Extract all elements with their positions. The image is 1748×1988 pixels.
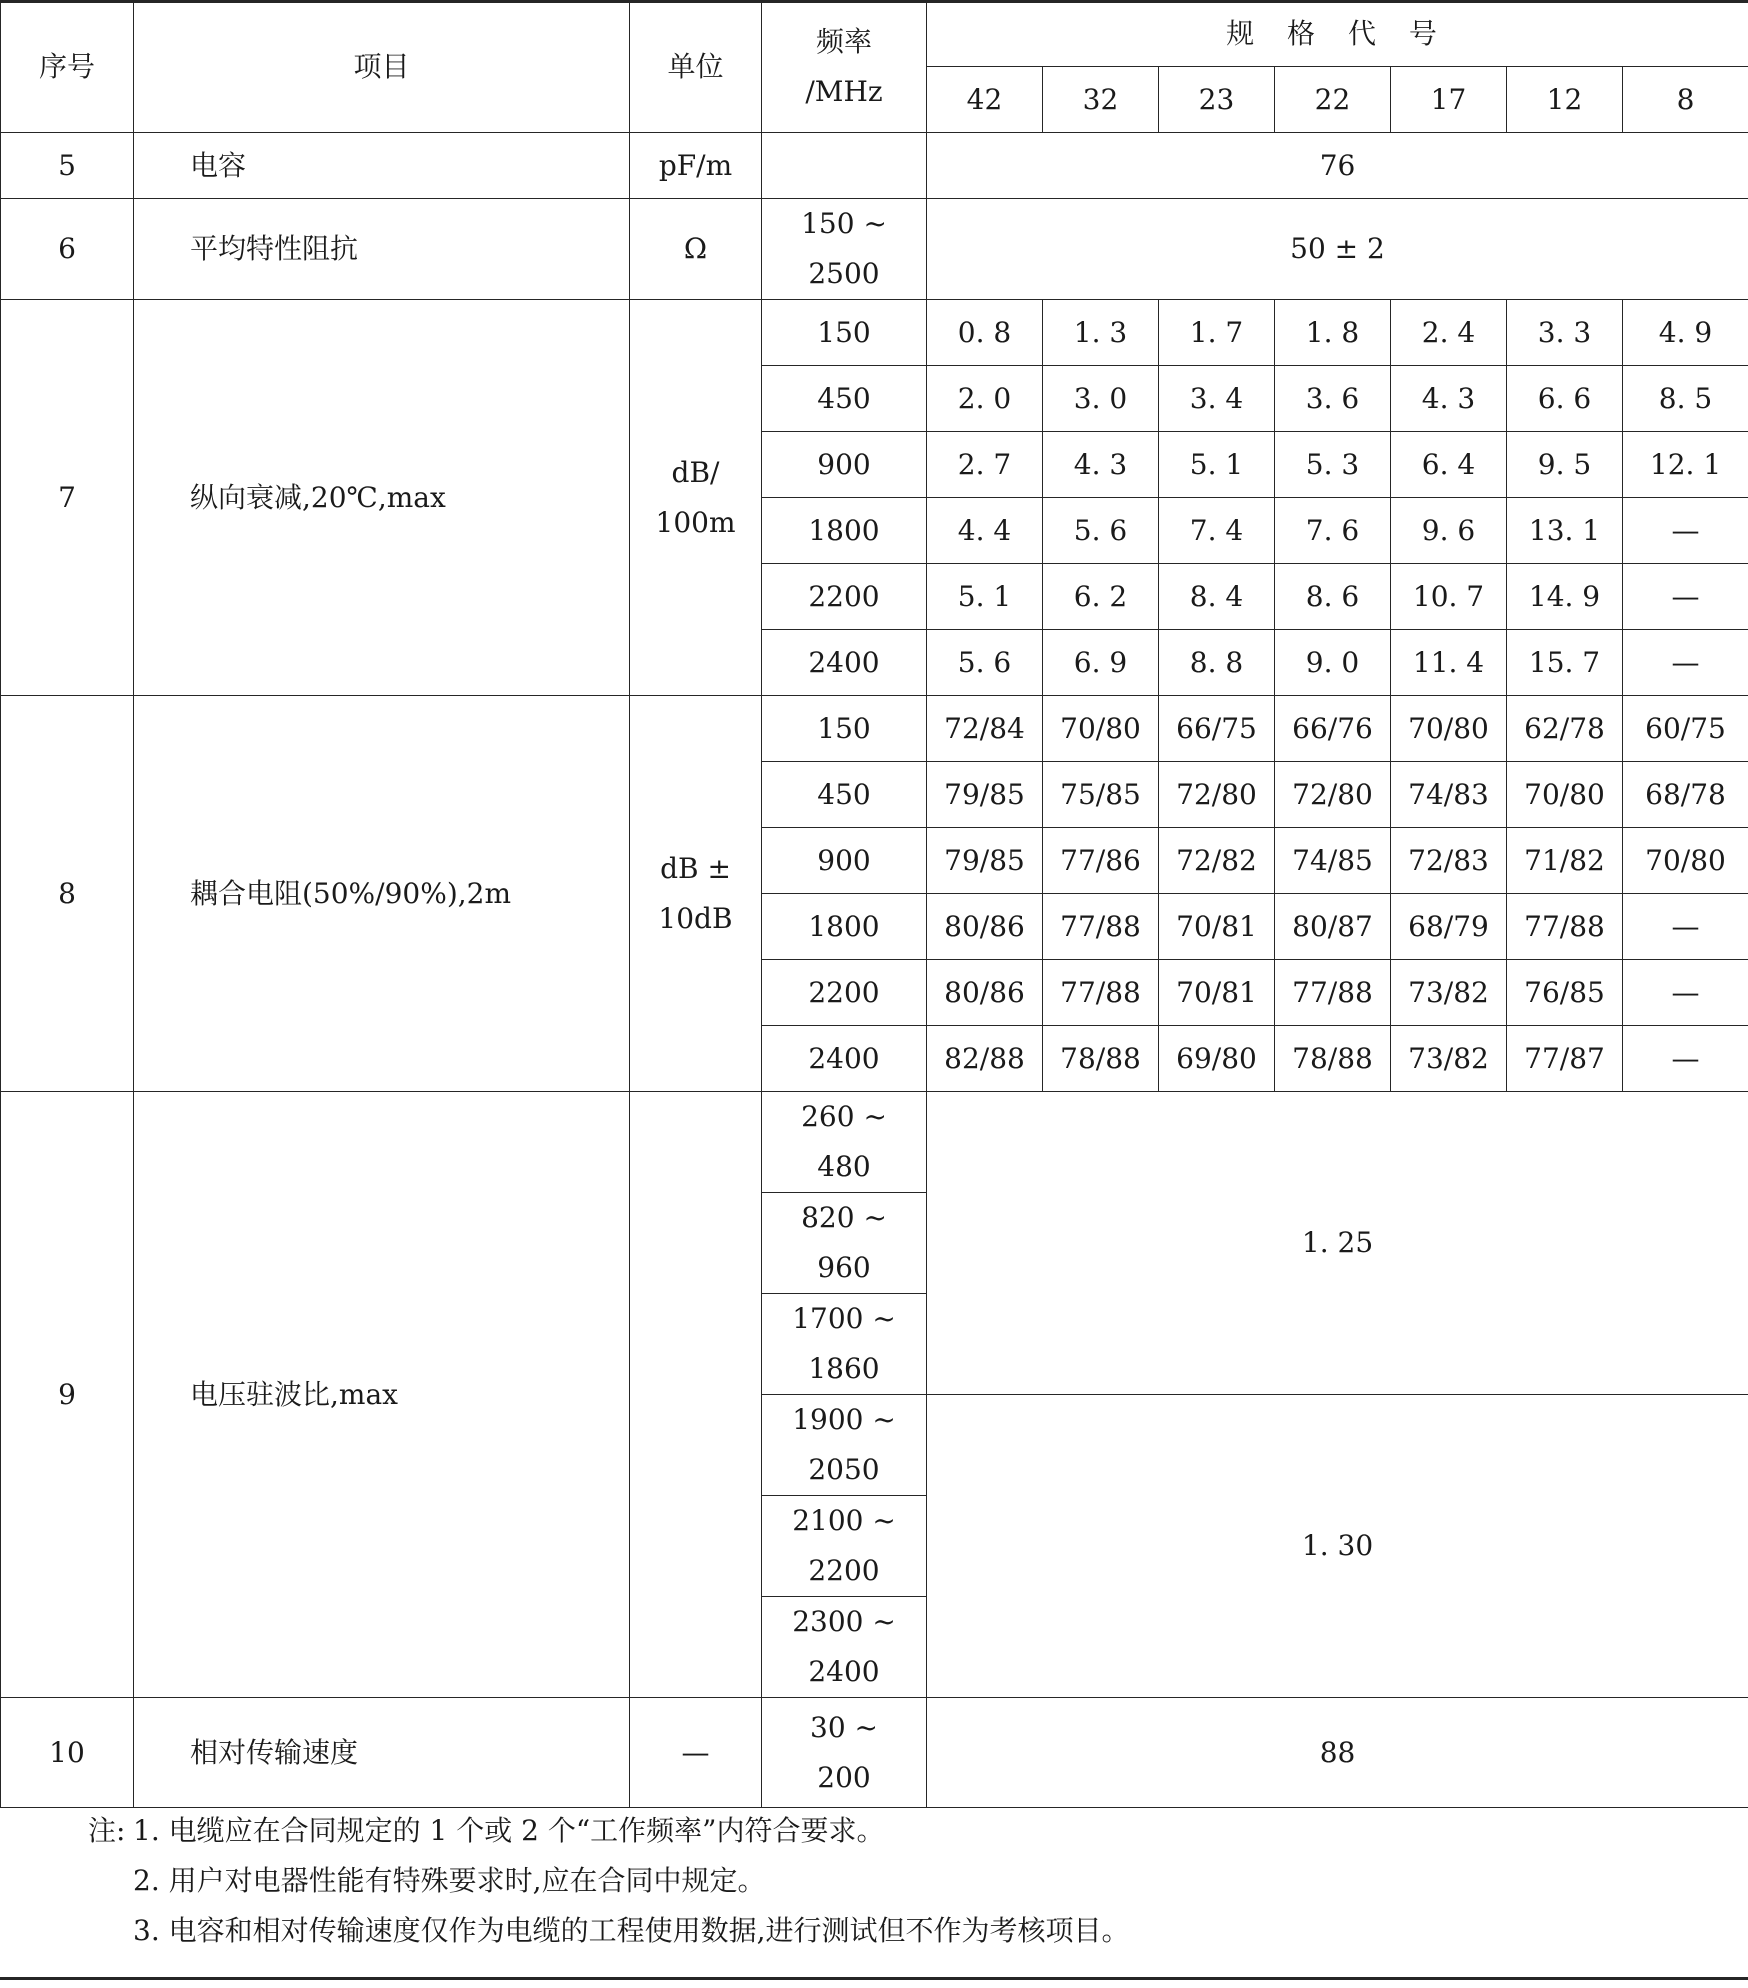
row-freq: 2300 ~ 2400 (762, 1597, 927, 1698)
cell-value: 77/88 (1507, 894, 1623, 960)
cell-value: — (1623, 498, 1748, 564)
cell-value: 70/80 (1507, 762, 1623, 828)
cell-value: 77/87 (1507, 1026, 1623, 1092)
row-unit: — (630, 1698, 762, 1808)
spec-code: 22 (1275, 67, 1391, 133)
cell-value: 77/88 (1043, 894, 1159, 960)
cell-value: 4. 9 (1623, 300, 1748, 366)
cell-value: 6. 2 (1043, 564, 1159, 630)
cell-value: 8. 5 (1623, 366, 1748, 432)
cell-value: — (1623, 960, 1748, 1026)
cell-value: 5. 1 (927, 564, 1043, 630)
cell-value: 1. 7 (1159, 300, 1275, 366)
cell-value: 73/82 (1391, 960, 1507, 1026)
row-value: 88 (927, 1698, 1748, 1808)
cell-value: 6. 9 (1043, 630, 1159, 696)
cell-value: 3. 0 (1043, 366, 1159, 432)
cell-value: 74/85 (1275, 828, 1391, 894)
bottom-rule (0, 1977, 1748, 1980)
row-item: 电容 (134, 133, 630, 199)
table-row (1, 133, 1748, 199)
cell-value: 72/82 (1159, 828, 1275, 894)
cell-value: 6. 6 (1507, 366, 1623, 432)
row-freq: 2400 (762, 630, 927, 696)
cell-value: 80/87 (1275, 894, 1391, 960)
row-unit (630, 1092, 762, 1698)
cell-value: 72/84 (927, 696, 1043, 762)
cell-value: 13. 1 (1507, 498, 1623, 564)
row-unit: pF/m (630, 133, 762, 199)
cell-value: — (1623, 894, 1748, 960)
spec-code: 17 (1391, 67, 1507, 133)
header-unit: 单位 (630, 1, 762, 133)
cell-value: 80/86 (927, 960, 1043, 1026)
cell-value: 72/80 (1275, 762, 1391, 828)
cell-value: 11. 4 (1391, 630, 1507, 696)
cell-value: 5. 6 (1043, 498, 1159, 564)
row-freq: 1800 (762, 498, 927, 564)
cell-value: 70/81 (1159, 960, 1275, 1026)
header-spec-group: 规 格 代 号 (927, 1, 1748, 67)
row-item: 平均特性阻抗 (134, 199, 630, 300)
row-freq: 2200 (762, 564, 927, 630)
cell-value: 1. 8 (1275, 300, 1391, 366)
row-freq: 2400 (762, 1026, 927, 1092)
note-line: 3. 电容和相对传输速度仅作为电缆的工程使用数据,进行测试但不作为考核项目。 (133, 1914, 1130, 1947)
cell-value: 68/79 (1391, 894, 1507, 960)
row-item: 纵向衰减,20℃,max (134, 300, 630, 696)
spec-code: 32 (1043, 67, 1159, 133)
cell-value: 7. 6 (1275, 498, 1391, 564)
row-freq: 2200 (762, 960, 927, 1026)
cell-value: 5. 6 (927, 630, 1043, 696)
cell-value: 70/80 (1623, 828, 1748, 894)
row-item: 电压驻波比,max (134, 1092, 630, 1698)
cell-value: 4. 3 (1391, 366, 1507, 432)
row-freq: 150 (762, 696, 927, 762)
cell-value: 4. 3 (1043, 432, 1159, 498)
cell-value: 66/75 (1159, 696, 1275, 762)
cell-value: 78/88 (1043, 1026, 1159, 1092)
cell-value: — (1623, 564, 1748, 630)
row-freq: 30 ~ 200 (762, 1698, 927, 1808)
cell-value: — (1623, 630, 1748, 696)
cell-value: 7. 4 (1159, 498, 1275, 564)
cell-value: 77/88 (1275, 960, 1391, 1026)
cell-value: 80/86 (927, 894, 1043, 960)
cell-value: 77/88 (1043, 960, 1159, 1026)
row-freq: 820 ~ 960 (762, 1193, 927, 1294)
cell-value: 76/85 (1507, 960, 1623, 1026)
spec-code: 8 (1623, 67, 1748, 133)
cell-value: 5. 1 (1159, 432, 1275, 498)
row-item: 耦合电阻(50%/90%),2m (134, 696, 630, 1092)
row-freq (762, 133, 927, 199)
cell-value: 62/78 (1507, 696, 1623, 762)
cell-value: 75/85 (1043, 762, 1159, 828)
row-unit: Ω (630, 199, 762, 300)
cell-value: 78/88 (1275, 1026, 1391, 1092)
row-unit: dB/ 100m (630, 300, 762, 696)
row-freq: 450 (762, 762, 927, 828)
cell-value: 5. 3 (1275, 432, 1391, 498)
cell-value: 77/86 (1043, 828, 1159, 894)
table-row (1, 199, 1748, 300)
cell-value: 66/76 (1275, 696, 1391, 762)
row-seq: 7 (1, 300, 134, 696)
cell-value: 14. 9 (1507, 564, 1623, 630)
cell-value: 3. 3 (1507, 300, 1623, 366)
row-freq: 150 ~ 2500 (762, 199, 927, 300)
row-freq: 1800 (762, 894, 927, 960)
cell-value: 68/78 (1623, 762, 1748, 828)
row-freq: 900 (762, 432, 927, 498)
cell-value: 79/85 (927, 762, 1043, 828)
row-freq: 260 ~ 480 (762, 1092, 927, 1193)
cell-value: 70/81 (1159, 894, 1275, 960)
row-unit: dB ± 10dB (630, 696, 762, 1092)
row-value: 1. 25 (927, 1092, 1748, 1395)
cell-value: 9. 6 (1391, 498, 1507, 564)
table-row (1, 300, 1748, 366)
row-item: 相对传输速度 (134, 1698, 630, 1808)
row-value: 50 ± 2 (927, 199, 1748, 300)
cell-value: 1. 3 (1043, 300, 1159, 366)
row-seq: 9 (1, 1092, 134, 1698)
table-row (1, 1698, 1748, 1808)
cell-value: 82/88 (927, 1026, 1043, 1092)
cell-value: 72/83 (1391, 828, 1507, 894)
cell-value: 2. 4 (1391, 300, 1507, 366)
cell-value: 8. 4 (1159, 564, 1275, 630)
cell-value: 70/80 (1391, 696, 1507, 762)
note-line: 1. 电缆应在合同规定的 1 个或 2 个“工作频率”内符合要求。 (133, 1814, 885, 1847)
cell-value: 69/80 (1159, 1026, 1275, 1092)
row-seq: 10 (1, 1698, 134, 1808)
cell-value: 8. 6 (1275, 564, 1391, 630)
cell-value: 12. 1 (1623, 432, 1748, 498)
cell-value: 8. 8 (1159, 630, 1275, 696)
cell-value: 60/75 (1623, 696, 1748, 762)
cell-value: 15. 7 (1507, 630, 1623, 696)
cell-value: 3. 4 (1159, 366, 1275, 432)
cell-value: 3. 6 (1275, 366, 1391, 432)
cell-value: 79/85 (927, 828, 1043, 894)
row-value: 76 (927, 133, 1748, 199)
row-value: 1. 30 (927, 1395, 1748, 1698)
spec-code: 42 (927, 67, 1043, 133)
header-freq: 频率 /MHz (762, 1, 927, 133)
spec-code: 12 (1507, 67, 1623, 133)
notes-lead: 注: (88, 1814, 126, 1847)
row-seq: 5 (1, 133, 134, 199)
cell-value: 6. 4 (1391, 432, 1507, 498)
row-seq: 6 (1, 199, 134, 300)
row-freq: 450 (762, 366, 927, 432)
cell-value: 10. 7 (1391, 564, 1507, 630)
cell-value: 4. 4 (927, 498, 1043, 564)
row-freq: 150 (762, 300, 927, 366)
cell-value: 74/83 (1391, 762, 1507, 828)
cell-value: 2. 0 (927, 366, 1043, 432)
cell-value: 2. 7 (927, 432, 1043, 498)
header-seq: 序号 (1, 1, 134, 133)
cell-value: — (1623, 1026, 1748, 1092)
cell-value: 72/80 (1159, 762, 1275, 828)
spec-code: 23 (1159, 67, 1275, 133)
row-freq: 900 (762, 828, 927, 894)
table-row (1, 1092, 1748, 1193)
row-freq: 1900 ~ 2050 (762, 1395, 927, 1496)
cell-value: 70/80 (1043, 696, 1159, 762)
table-row (1, 696, 1748, 762)
row-freq: 2100 ~ 2200 (762, 1496, 927, 1597)
cell-value: 73/82 (1391, 1026, 1507, 1092)
header-item: 项目 (134, 1, 630, 133)
cell-value: 71/82 (1507, 828, 1623, 894)
row-freq: 1700 ~ 1860 (762, 1294, 927, 1395)
note-line: 2. 用户对电器性能有特殊要求时,应在合同中规定。 (133, 1864, 766, 1897)
row-seq: 8 (1, 696, 134, 1092)
cell-value: 9. 5 (1507, 432, 1623, 498)
cell-value: 0. 8 (927, 300, 1043, 366)
cell-value: 9. 0 (1275, 630, 1391, 696)
